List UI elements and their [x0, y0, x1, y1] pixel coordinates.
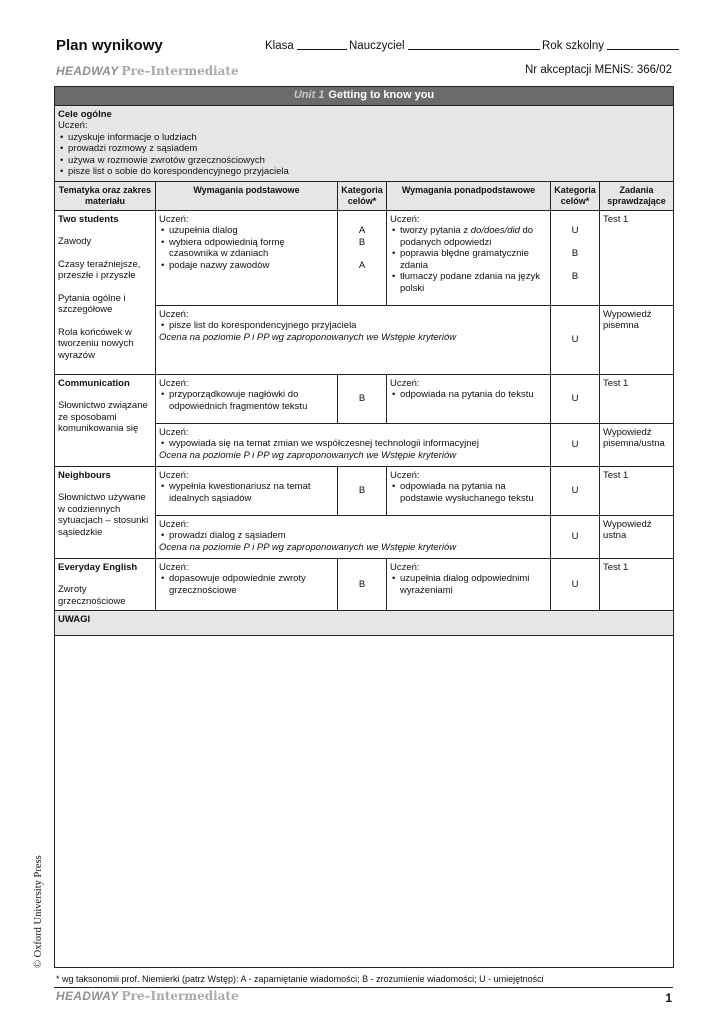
year-label: Rok szkolny	[542, 40, 604, 52]
notes-header-row	[55, 611, 674, 636]
req-emphasis: do/does/did	[470, 225, 520, 236]
class-blank[interactable]	[297, 49, 347, 50]
table-row	[55, 374, 674, 423]
notes-area[interactable]	[55, 636, 674, 968]
uczen-label: Uczeń:	[159, 308, 189, 320]
category-value: U	[551, 423, 600, 466]
category-value: U	[551, 466, 600, 515]
basic-req-list	[159, 389, 334, 412]
uczen-label: Uczeń:	[390, 469, 420, 481]
task-cell: Test 1	[600, 374, 674, 423]
advanced-req-cell	[387, 558, 551, 611]
uczen-label: Uczeń:	[390, 377, 420, 389]
wide-req-list	[159, 438, 547, 450]
category-cell	[551, 210, 600, 305]
advanced-req-list	[390, 573, 547, 596]
req-item: • uzupełnia dialog	[159, 225, 334, 237]
col-cat2-header: Kategoria celów*	[551, 181, 600, 210]
category-value: B	[338, 558, 387, 611]
category-cell	[338, 210, 387, 305]
table-row	[55, 466, 674, 515]
wide-req-cell	[156, 423, 551, 466]
goals-cell	[55, 105, 674, 181]
goals-intro: Uczeń:	[58, 120, 88, 131]
uczen-label: Uczeń:	[159, 377, 189, 389]
topic-cell	[55, 466, 156, 558]
req-item: • dopasowuje odpowiednie zwroty grzecznościowe	[159, 573, 334, 596]
brand-level: Pre–Intermediate	[121, 64, 239, 78]
basic-req-list	[159, 225, 334, 271]
criteria-note: Ocena na poziomie P i PP wg zaproponowanych we Wstępie kryteriów	[159, 449, 457, 461]
category-value: U	[571, 225, 579, 236]
task-cell: Test 1	[600, 210, 674, 305]
brand-level: Pre–Intermediate	[121, 989, 239, 1003]
topic-title: Two students	[58, 213, 119, 225]
criteria-note: Ocena na poziomie P i PP wg zaproponowanych we Wstępie kryteriów	[159, 331, 457, 343]
uczen-label: Uczeń:	[159, 469, 189, 481]
category-value: B	[338, 466, 387, 515]
advanced-req-cell	[387, 374, 551, 423]
col-basic-header: Wymagania podstawowe	[156, 181, 338, 210]
copyright-text: © Oxford University Press	[33, 855, 44, 968]
topic-text: Pytania ogólne i szczegółowe	[58, 292, 126, 315]
topic-text: Zawody	[58, 236, 92, 247]
uczen-label: Uczeń:	[159, 518, 189, 530]
task-cell: Wypowiedź pisemna	[600, 305, 674, 374]
col-cat1-header: Kategoria celów*	[338, 181, 387, 210]
brand-headway: HEADWAY	[56, 989, 119, 1003]
req-item: • odpowiada na pytania do tekstu	[390, 389, 547, 401]
topic-text: Słownictwo związane ze sposobami komunikowania się	[58, 400, 148, 434]
notes-row	[55, 636, 674, 968]
topic-title: Everyday English	[58, 561, 138, 573]
uczen-label: Uczeń:	[390, 561, 420, 573]
advanced-req-cell	[387, 466, 551, 515]
req-item	[390, 225, 547, 248]
uczen-label: Uczeń:	[159, 561, 189, 573]
wide-req-list	[159, 530, 547, 542]
teacher-blank[interactable]	[408, 49, 540, 50]
category-list	[554, 214, 596, 283]
req-item: • podaje nazwy zawodów	[159, 260, 334, 272]
table-row	[55, 210, 674, 305]
unit-title: Getting to know you	[328, 89, 435, 101]
category-value: A	[358, 259, 366, 271]
wide-req-cell	[156, 515, 551, 558]
uczen-label: Uczeń:	[159, 426, 189, 438]
unit-header-row	[55, 87, 674, 106]
category-value	[341, 248, 383, 260]
category-value: B	[571, 248, 579, 259]
class-field	[265, 40, 347, 52]
class-label: Klasa	[265, 40, 294, 52]
category-value: B	[358, 236, 366, 248]
advanced-req-list	[390, 225, 547, 294]
category-list	[341, 214, 383, 272]
notes-header: UWAGI	[55, 611, 674, 636]
goals-title: Cele ogólne	[58, 108, 112, 120]
teacher-field	[349, 40, 540, 52]
topic-text: Słownictwo używane w codziennych sytuacjach – stosunki sąsiedzkie	[58, 492, 149, 538]
topic-text: Zwroty grzecznościowe	[58, 584, 126, 607]
footer-brand-logo	[56, 989, 239, 1003]
wide-req-list	[159, 320, 547, 332]
year-blank[interactable]	[607, 49, 679, 50]
category-value	[554, 260, 596, 272]
page-number: 1	[665, 991, 672, 1005]
category-value: B	[571, 271, 579, 282]
topic-cell	[55, 374, 156, 466]
basic-req-list	[159, 481, 334, 504]
req-item: • prowadzi dialog z sąsiadem	[159, 530, 547, 542]
col-tasks-header: Zadania sprawdzające	[600, 181, 674, 210]
year-field	[542, 40, 679, 52]
table-row	[55, 558, 674, 611]
column-header-row	[55, 181, 674, 210]
category-value: U	[551, 515, 600, 558]
category-value: U	[551, 558, 600, 611]
goal-item: • prowadzi rozmowy z sąsiadem	[58, 143, 670, 155]
plan-table	[54, 86, 674, 968]
footnote: * wg taksonomii prof. Niemierki (patrz Wstęp): A - zapamiętanie wiadomości; B - zrozumienie wiadomości; U - umiejętności	[56, 974, 544, 984]
brand-logo	[56, 64, 239, 78]
basic-req-cell	[156, 466, 338, 515]
goal-item: • używa w rozmowie zwrotów grzecznościowych	[58, 155, 670, 167]
page-title: Plan wynikowy	[56, 37, 163, 54]
req-item: • wypełnia kwestionariusz na temat idealnych sąsiadów	[159, 481, 334, 504]
category-value: U	[551, 374, 600, 423]
col-advanced-header: Wymagania ponadpodstawowe	[387, 181, 551, 210]
unit-header	[55, 87, 674, 106]
category-value: U	[551, 305, 600, 374]
task-cell: Wypowiedź ustna	[600, 515, 674, 558]
advanced-req-list	[390, 481, 547, 504]
req-item: • pisze list do korespondencyjnego przyjaciela	[159, 320, 547, 332]
teacher-label: Nauczyciel	[349, 40, 405, 52]
topic-title: Communication	[58, 377, 130, 389]
brand-headway: HEADWAY	[56, 64, 119, 78]
approval-number: Nr akceptacji MENiS: 366/02	[524, 64, 672, 76]
basic-req-cell	[156, 210, 338, 305]
req-item: • wybiera odpowiednią formę czasownika w zdaniach	[159, 237, 334, 260]
req-item: • odpowiada na pytania na podstawie wysłuchanego tekstu	[390, 481, 547, 504]
topic-text: Rola końcówek w tworzeniu nowych wyrazów	[58, 326, 134, 361]
req-item: • uzupełnia dialog odpowiednimi wyrażeniami	[390, 573, 547, 596]
category-value: A	[358, 225, 366, 236]
topic-text: Czasy teraźniejsze, przeszłe i przyszłe	[58, 258, 141, 281]
goal-item: • uzyskuje informacje o ludziach	[58, 132, 670, 144]
wide-req-cell	[156, 305, 551, 374]
req-item: • poprawia błędne gramatycznie zdania	[390, 248, 547, 271]
goals-row	[55, 105, 674, 181]
footer-divider	[54, 987, 673, 988]
unit-number: Unit 1	[293, 89, 325, 101]
goals-list	[58, 132, 670, 178]
req-item: • wypowiada się na temat zmian we współczesnej technologii informacyjnej	[159, 438, 547, 450]
advanced-req-cell	[387, 210, 551, 305]
basic-req-cell	[156, 374, 338, 423]
topic-title: Neighbours	[58, 469, 111, 481]
req-item: • tłumaczy podane zdania na język polski	[390, 271, 547, 294]
basic-req-cell	[156, 558, 338, 611]
req-item: • przyporządkowuje nagłówki do odpowiednich fragmentów tekstu	[159, 389, 334, 412]
category-value: B	[338, 374, 387, 423]
criteria-note: Ocena na poziomie P i PP wg zaproponowanych we Wstępie kryteriów	[159, 541, 457, 553]
uczen-label: Uczeń:	[159, 213, 189, 225]
task-cell: Wypowiedź pisemna/ustna	[600, 423, 674, 466]
goal-item: • pisze list o sobie do korespondencyjnego przyjaciela	[58, 166, 670, 178]
uczen-label: Uczeń:	[390, 213, 420, 225]
task-cell: Test 1	[600, 558, 674, 611]
topic-cell	[55, 558, 156, 611]
req-text: tworzy pytania z	[400, 225, 471, 236]
req-text: do podanych odpowiedzi	[400, 225, 534, 248]
col-topic-header: Tematyka oraz zakres materiału	[55, 181, 156, 210]
basic-req-list	[159, 573, 334, 596]
topic-cell	[55, 210, 156, 374]
category-value	[554, 237, 596, 249]
task-cell: Test 1	[600, 466, 674, 515]
advanced-req-list	[390, 389, 547, 401]
